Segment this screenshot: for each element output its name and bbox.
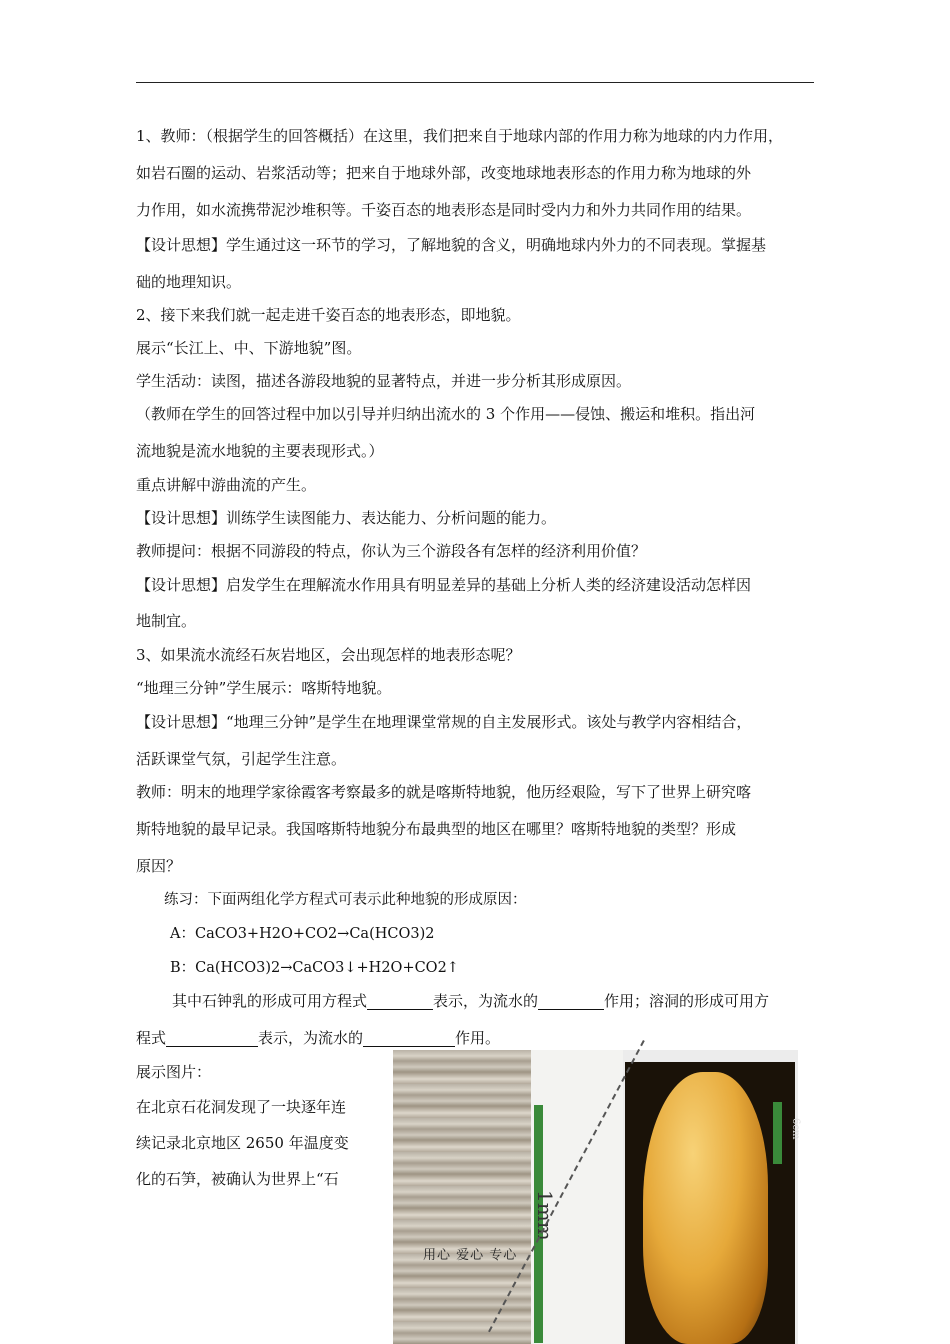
question-text: 程式 — [136, 1029, 167, 1047]
side-text-line: 化的石笋，被确认为世界上“石 — [136, 1170, 339, 1188]
question-text: 作用。 — [455, 1029, 501, 1047]
header-rule — [136, 82, 814, 83]
text-line: 学生活动：读图，描述各游段地貌的显著特点，并进一步分析其形成原因。 — [136, 372, 632, 390]
text-line: 地制宜。 — [136, 612, 197, 630]
scale-label-mm: 1mm — [533, 1190, 557, 1241]
text-line: 教师：明末的地理学家徐霞客考察最多的就是喀斯特地貌，他历经艰险，写下了世界上研究喀 — [136, 783, 752, 801]
growth-layers-photo — [393, 1050, 531, 1344]
exercise-intro: 练习：下面两组化学方程式可表示此种地貌的形成原因： — [164, 892, 527, 908]
text-line: （教师在学生的回答过程中加以引导并归纳出流水的 3 个作用——侵蚀、搬运和堆积。指出河 — [136, 405, 756, 423]
stalagmite-figure — [393, 1050, 801, 1344]
answer-blank[interactable] — [363, 1028, 455, 1047]
answer-blank[interactable] — [538, 991, 604, 1010]
side-text-line: 在北京石花洞发现了一块逐年连 — [136, 1098, 347, 1116]
question-text: 其中石钟乳的形成可用方程式 — [172, 992, 368, 1010]
answer-blank[interactable] — [367, 991, 433, 1010]
scale-bar-cm — [773, 1102, 782, 1164]
text-line: 教师提问：根据不同游段的特点，你认为三个游段各有怎样的经济利用价值？ — [136, 542, 647, 560]
text-line: 【设计思想】训练学生读图能力、表达能力、分析问题的能力。 — [136, 509, 557, 527]
text-line: 础的地理知识。 — [136, 273, 242, 291]
text-line: 2、接下来我们就一起走进千姿百态的地表形态，即地貌。 — [136, 306, 521, 324]
text-line: 原因？ — [136, 857, 182, 875]
question-text: 表示，为流水的 — [258, 1029, 364, 1047]
question-text: 作用；溶洞的形成可用方 — [604, 992, 770, 1010]
text-line: “地理三分钟”学生展示：喀斯特地貌。 — [136, 679, 392, 697]
text-line: 3、如果流水流经石灰岩地区，会出现怎样的地表形态呢？ — [136, 646, 521, 664]
side-text-line: 续记录北京地区 2650 年温度变 — [136, 1134, 349, 1152]
text-line: 展示“长江上、中、下游地貌”图。 — [136, 339, 362, 357]
text-line: 活跃课堂气氛，引起学生注意。 — [136, 750, 347, 768]
question-text: 表示，为流水的 — [433, 992, 539, 1010]
text-line: 【设计思想】学生通过这一环节的学习，了解地貌的含义，明确地球内外力的不同表现。掌握基 — [136, 236, 767, 254]
text-line: 【设计思想】“地理三分钟”是学生在地理课堂常规的自主发展形式。该处与教学内容相结合， — [136, 713, 752, 731]
show-images-label: 展示图片： — [136, 1063, 212, 1081]
text-line: 重点讲解中游曲流的产生。 — [136, 476, 317, 494]
text-line: 如岩石圈的运动、岩浆活动等；把来自于地球外部，改变地球地表形态的作用力称为地球的外 — [136, 164, 752, 182]
question-line-1 — [172, 983, 769, 1020]
equation-b: B：Ca(HCO3)2→CaCO3↓+H2O+CO2↑ — [170, 960, 459, 976]
text-line: 流地貌是流水地貌的主要表现形式。） — [136, 442, 384, 460]
watermark-text: 用心 爱心 专心 — [423, 1248, 518, 1263]
text-line: 力作用，如水流携带泥沙堆积等。千姿百态的地表形态是同时受内力和外力共同作用的结果。 — [136, 201, 752, 219]
text-line: 斯特地貌的最早记录。我国喀斯特地貌分布最典型的地区在哪里？喀斯特地貌的类型？形成 — [136, 820, 737, 838]
text-line: 1、教师：（根据学生的回答概括）在这里，我们把来自于地球内部的作用力称为地球的内力作用， — [136, 127, 784, 145]
answer-blank[interactable] — [166, 1028, 258, 1047]
equation-a: A：CaCO3+H2O+CO2→Ca(HCO3)2 — [170, 926, 435, 942]
scale-label-cm: 6cm — [790, 1118, 801, 1140]
stalagmite-section — [643, 1072, 768, 1344]
text-line: 【设计思想】启发学生在理解流水作用具有明显差异的基础上分析人类的经济建设活动怎样因 — [136, 576, 752, 594]
